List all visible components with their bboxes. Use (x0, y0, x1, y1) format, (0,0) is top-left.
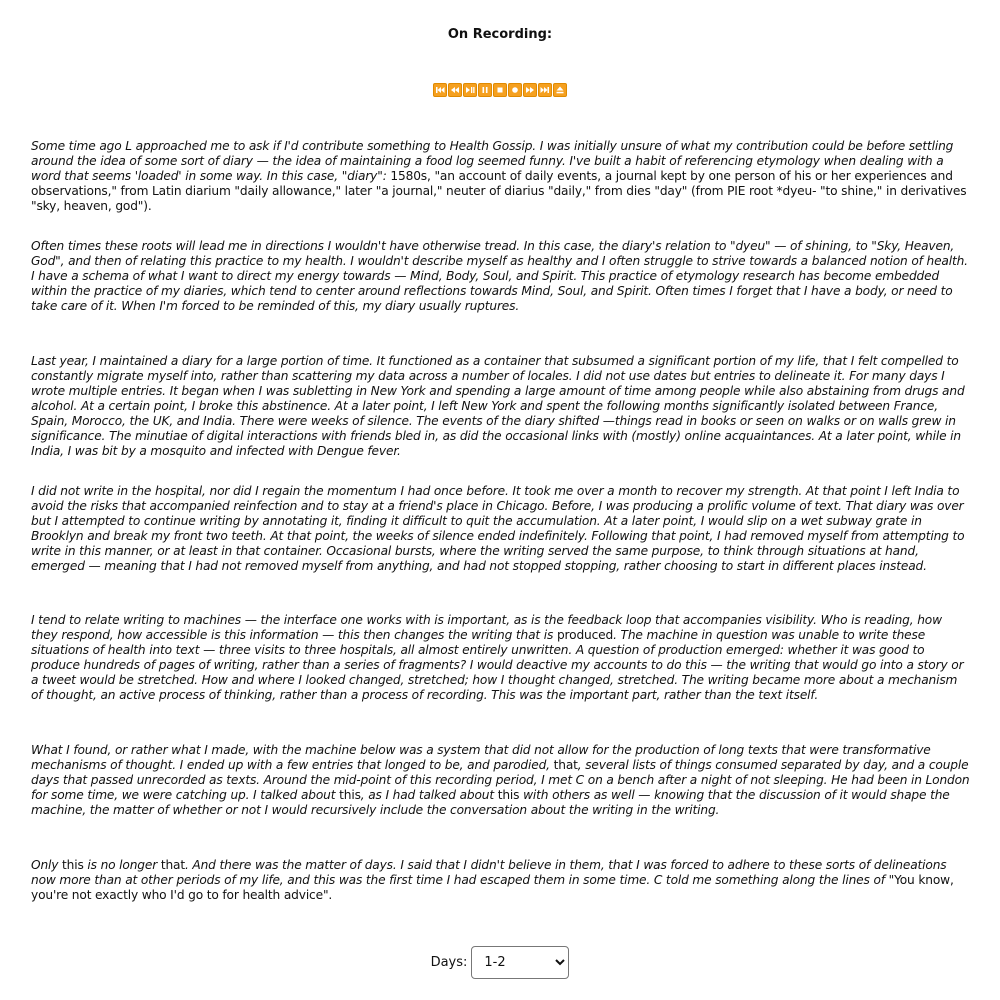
eject-button[interactable] (553, 83, 567, 97)
paragraph-text: is no longer (83, 858, 161, 872)
paragraph-text: I did not write in the hospital, nor did I regain the momentum I had once before. It took me over a month to recover my strength. At that point I left India to avoid the risks that accompanied reinfection and to stay at a friend's place in Chicago. Before, I was producing a prolific volume of text. That diary was over but I attempted to continue writing by annotating it, finding it difficult to quit the accumulation. At a later point, I would slip on a wet subway grate in Brooklyn and break my front two teeth. At that point, the weeks of silence ended indefinitely. Following that point, I had removed myself from attempting to write in this manner, or at least in that container. Occasional bursts, where the writing served the same purpose, to think through situations at hand, emerged — meaning that I had not removed myself from anything, and had not stopped stopping, rather choosing to start in different places instead. (31, 484, 965, 573)
paragraph-1 (31, 139, 971, 214)
stop-icon (495, 85, 505, 95)
skip-to-start-button[interactable] (433, 83, 447, 97)
paragraph-text: this (339, 788, 361, 802)
paragraph-text: that (160, 858, 185, 872)
paragraph-text: Often times these roots will lead me in directions I wouldn't have otherwise tread. In this case, the diary's relation to "dyeu" — of shining, to "Sky, Heaven, God", and then of relating this practice to my health. I wouldn't describe myself as healthy and I often struggle to strive towards a balanced notion of health. I have a schema of what I want to direct my energy towards — Mind, Body, Soul, and Spirit. This practice of etymology research has become embedded within the practice of my diaries, which tend to center around reflections towards Mind, Soul, and Spirit. Often times I forget that I have a body, or need to take care of it. When I'm forced to be reminded of this, my diary usually ruptures. (31, 239, 968, 313)
paragraph-text: Some time ago L approached me to ask if I'd contribute something to Health Gossip. I was initially unsure of what my contribution could be before settling around the idea of some sort of diary — the idea of maintaining a food log seemed funny. I've built a habit of referencing etymology when dealing with a word that seems 'loaded' in some way. In this case, "diary": (31, 139, 954, 183)
skip-to-end-button[interactable] (538, 83, 552, 97)
paragraph-text: , as I had talked about (360, 788, 498, 802)
paragraph-text: I tend to relate writing to machines — the interface one works with is important, as is the feedback loop that accompanies visibility. Who is reading, how they respond, how accessible is this information — this then changes the writing that is (31, 613, 942, 642)
skip-to-start-icon (435, 85, 445, 95)
rewind-button[interactable] (448, 83, 462, 97)
paragraph-text: "You know, you're not exactly who I'd go to for health advice". (31, 873, 954, 902)
recording-controls (0, 83, 1000, 97)
paragraph-text: What I found, or rather what I made, with the machine below was a system that did not allow for the production of long texts that were transformative mechanisms of thought. I ended up with a few entries that longed to be, and parodied, (31, 743, 931, 772)
days-selector (0, 946, 1000, 979)
paragraph-4 (31, 484, 971, 574)
eject-icon (555, 85, 565, 95)
record-button[interactable] (508, 83, 522, 97)
page-title: On Recording: (447, 27, 553, 42)
fast-forward-button[interactable] (523, 83, 537, 97)
paragraph-text: Last year, I maintained a diary for a large portion of time. It functioned as a container that subsumed a significant portion of my life, that I felt compelled to constantly migrate myself into, rather than scattering my data across a number of locales. I did not use dates but entries to delineate it. For many days I wrote multiple entries. It began when I was subletting in New York and spending a large amount of time among people while also abstaining from drugs and alcohol. At a certain point, I broke this abstinence. At a later point, I left New York and spent the following months significantly isolated between France, Spain, Morocco, the UK, and India. There were weeks of silence. The events of the diary shifted —things read in books or seen on walks or on walls grew in significance. The minutiae of digital interactions with friends bled in, as did the occasional links with (mostly) online acquaintances. At a later point, while in India, I was bit by a mosquito and infected with Dengue fever. (31, 354, 965, 458)
paragraph-6 (31, 743, 971, 818)
skip-to-end-icon (540, 85, 550, 95)
paragraph-text: . The machine in question was unable to write these situations of health into text — three visits to three hospitals, all almost entirely unwritten. A question of production emerged: whether it was good to produce hundreds of pages of writing, rather than a series of fragments? I would deactive my accounts to do this — the writing that would go into a story or a tweet would be stretched. How and where I looked changed, stretched; how I thought changed, stretched. The writing became more about a mechanism of thought, an active process of thinking, rather than a process of recording. This was the important part, rather than the text itself. (31, 628, 964, 702)
days-label: Days: (430, 955, 468, 970)
record-icon (510, 85, 520, 95)
paragraph-3 (31, 354, 971, 459)
paragraph-5 (31, 613, 971, 703)
paragraph-text: this (497, 788, 520, 802)
paragraph-7 (31, 858, 971, 903)
paragraph-2 (31, 239, 971, 314)
paragraph-text: that (553, 758, 578, 772)
days-select[interactable] (471, 946, 569, 979)
paragraph-text: 1580s, "an account of daily events, a journal kept by one person of his or her experiences and observations," from Latin diarium "daily allowance," later "a journal," neuter of diarius "daily," from dies "day" (from PIE root *dyeu- "to shine," in derivatives "sky, heaven, god"). (31, 169, 967, 213)
paragraph-text: , several lists of things consumed separated by day, and a couple days that passed unrecorded as texts. Around the mid-point of this recording period, I met C on a bench after a night of not sleeping. He had been in London for some time, we were catching up. I talked about (31, 758, 970, 802)
pause-button[interactable] (478, 83, 492, 97)
paragraph-text: with others as well — knowing that the discussion of it would shape the machine, the matter of whether or not I would recursively include the conversation about the writing in the writing. (31, 788, 950, 817)
paragraph-text: produced (556, 628, 614, 642)
paragraph-text: . And there was the matter of days. I said that I didn't believe in them, that I was forced to adhere to these sorts of delineations now more than at other periods of my life, and this was the first time I had escaped them in some time. C told me something along the lines of (31, 858, 947, 887)
paragraph-text: this (62, 858, 84, 872)
rewind-icon (450, 85, 460, 95)
pause-icon (480, 85, 490, 95)
paragraph-text: Only (31, 858, 63, 872)
play-pause-icon (465, 85, 475, 95)
stop-button[interactable] (493, 83, 507, 97)
fast-forward-icon (525, 85, 535, 95)
play-pause-button[interactable] (463, 83, 477, 97)
